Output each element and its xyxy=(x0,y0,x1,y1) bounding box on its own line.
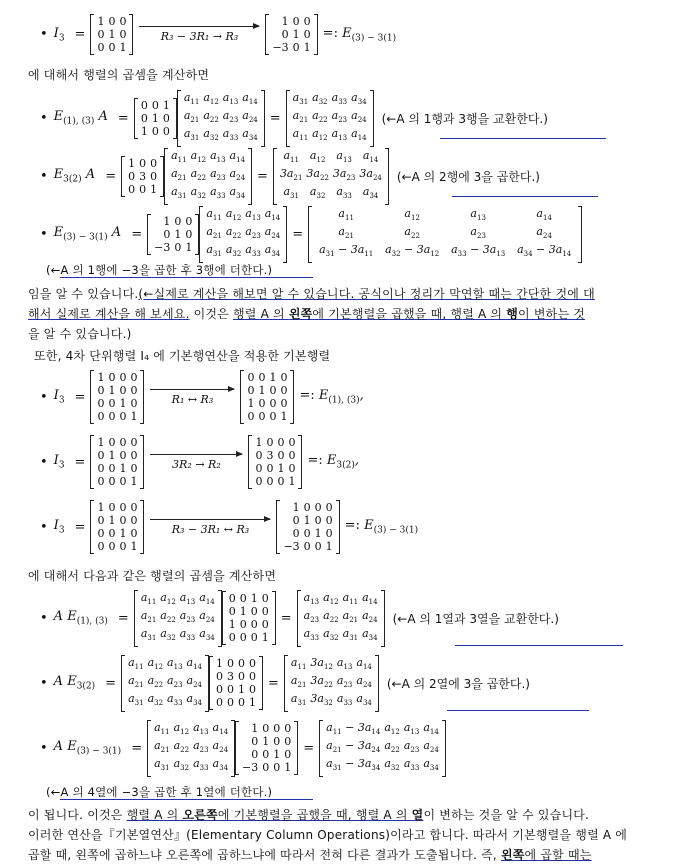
equals-sign: = xyxy=(303,740,315,756)
note-swap-cols: (←A 의 1열과 3열을 교환한다.) xyxy=(392,611,559,626)
note-swap-rows: (←A 의 1행과 3행을 교환한다.) xyxy=(381,111,548,126)
also-line: 또한, 4차 단위행렬 I₄ 에 기본행연산을 적용한 기본행렬 xyxy=(34,349,331,363)
def-E-32: =: $E_{3(2)}$, xyxy=(307,453,359,471)
equals-sign: = xyxy=(280,610,292,626)
def-E-13: =: $E_{(1), (3)}$, xyxy=(299,388,364,406)
lhs-I: $I_3$ xyxy=(53,388,65,406)
note-scale-row: (←A 의 2행에 3을 곱한다.) xyxy=(396,169,540,184)
underline xyxy=(452,196,598,197)
eq-row-9 xyxy=(40,655,530,712)
equals-sign: = xyxy=(74,389,86,405)
perm-matrix-4: 0 0 1 0 0 1 0 0 1 0 0 0 0 0 0 1 xyxy=(222,591,276,645)
identity-matrix-3: 1 0 0 0 1 0 0 0 1 xyxy=(90,14,133,55)
perm-matrix-4: 0 0 1 0 0 1 0 0 1 0 0 0 0 0 0 1 xyxy=(240,370,294,424)
eq-row-6 xyxy=(40,435,359,489)
identity-matrix-4: 1 0 0 0 0 1 0 0 0 0 1 0 0 0 0 1 xyxy=(90,500,144,554)
equals-sign: = xyxy=(268,675,279,691)
equals-sign: = xyxy=(292,226,304,242)
row-op-arrow: R₁ ↔ R₃ xyxy=(150,389,234,406)
eq-row-5 xyxy=(40,370,364,424)
scale-matrix-4: 1 0 0 0 0 3 0 0 0 0 1 0 0 0 0 1 xyxy=(209,656,263,710)
row-op-arrow: R₃ − 3R₁ ↔ R₃ xyxy=(150,519,270,536)
intro-row-product: 에 대해서 행렬의 곱셈을 계산하면 xyxy=(28,68,210,82)
equals-sign: = xyxy=(105,675,117,691)
bullet: • xyxy=(40,675,48,691)
result-matrix: $a_{11}$ $a_{12}$ $a_{13}$ $a_{14}$ $3a_{21}$ $3a_{22}$ $3a_{23}$ $3a_{24}$ $a_{31}$ $a_{32}$ $a_{33}$ $a_{34}$ xyxy=(273,148,389,205)
para2-line2: 이러한 연산을『기본열연산』(Elementary Column Operations)이라고 합니다. 따라서 기본행렬을 행렬 A 에 xyxy=(28,828,628,842)
intro-col-product: 에 대해서 다음과 같은 행렬의 곱셈을 계산하면 xyxy=(28,569,277,583)
lhs-E13A: $E_{(1), (3)}$ A xyxy=(53,109,108,128)
bullet: • xyxy=(40,168,48,184)
eq-row-10 xyxy=(40,720,446,777)
bullet: • xyxy=(40,740,48,756)
lhs-I: $I_3$ xyxy=(53,453,65,471)
lhs-I: $I_3$ xyxy=(53,518,65,536)
row-op-arrow: R₃ − 3R₁ → R₃ xyxy=(139,26,259,43)
matrix-A: $a_{11}$ $a_{12}$ $a_{13}$ $a_{14}$ $a_{21}$ $a_{22}$ $a_{23}$ $a_{24}$ $a_{31}$ $a_{32}$ $a_{33}$ $a_{34}$ xyxy=(199,206,287,263)
equals-sign: = xyxy=(131,226,143,242)
underline xyxy=(455,645,623,646)
equals-sign: = xyxy=(131,740,143,756)
result-matrix: $a_{11}$ $a_{12}$ $a_{13}$ $a_{14}$ $a_{21}$ $a_{22}$ $a_{23}$ $a_{24}$ $a_{31} - 3a_{11}$ $a_{32} - 3a_{12}$ $a_{33} - 3a_{13}$ $a_{34} - 3a_{14}$ xyxy=(308,206,582,263)
def-E-31: =: $E_{(3) - 3(1)}$ xyxy=(322,25,397,44)
matrix-A: $a_{11}$ $a_{12}$ $a_{13}$ $a_{14}$ $a_{21}$ $a_{22}$ $a_{23}$ $a_{24}$ $a_{31}$ $a_{32}$ $a_{33}$ $a_{34}$ xyxy=(121,655,209,712)
scale-matrix: 1 0 0 0 3 0 0 0 1 xyxy=(121,156,164,197)
equals-sign: = xyxy=(269,110,281,126)
underline xyxy=(447,710,589,711)
lhs-AE13: A $E_{(1), (3)}$ xyxy=(53,609,108,628)
result-matrix: $a_{11} - 3a_{14}$ $a_{12}$ $a_{13}$ $a_{14}$ $a_{21} - 3a_{24}$ $a_{22}$ $a_{23}$ $a_{24}$ $a_{31} - 3a_{34}$ $a_{32}$ $a_{33}$ $a_{34}$ xyxy=(319,720,446,777)
identity-matrix-4: 1 0 0 0 0 1 0 0 0 0 1 0 0 0 0 1 xyxy=(90,435,144,489)
equals-sign: = xyxy=(74,519,86,535)
lhs-E31A: $E_{(3) - 3(1)}$ A xyxy=(53,225,122,244)
bullet: • xyxy=(40,610,48,626)
lhs-E32A: $E_{3(2)}$ A xyxy=(53,167,96,186)
row-op-arrow: 3R₂ → R₂ xyxy=(150,454,242,471)
eq-row-7 xyxy=(40,500,418,554)
eq-row-8 xyxy=(40,590,559,647)
para1-line3: 을 알 수 있습니다.) xyxy=(28,327,132,341)
equals-sign: = xyxy=(105,168,117,184)
equals-sign: = xyxy=(117,110,129,126)
result-matrix: $a_{31}$ $a_{32}$ $a_{33}$ $a_{34}$ $a_{21}$ $a_{22}$ $a_{23}$ $a_{24}$ $a_{11}$ $a_{12}$ $a_{13}$ $a_{14}$ xyxy=(286,90,374,147)
add-matrix: 1 0 0 0 1 0 −3 0 1 xyxy=(147,214,199,255)
bullet: • xyxy=(40,27,48,42)
note-add-col: (←A 의 4열에 −3을 곱한 후 1열에 더한다.) xyxy=(46,785,273,799)
lhs-AE31: A $E_{(3) - 3(1)}$ xyxy=(53,739,122,758)
equals-sign: = xyxy=(117,610,129,626)
bullet: • xyxy=(40,110,48,126)
para2-line3: 곱할 때, 왼쪽에 곱하느냐 오른쪽에 곱하느냐에 따라서 전혀 다른 결과가 도출됩니다. 즉, 왼쪽에 곱할 때는 xyxy=(28,848,592,862)
underline xyxy=(60,277,313,278)
def-E-31-4: =: $E_{(3) - 3(1)}$ xyxy=(344,518,419,536)
matrix-A: $a_{11}$ $a_{12}$ $a_{13}$ $a_{14}$ $a_{21}$ $a_{22}$ $a_{23}$ $a_{24}$ $a_{31}$ $a_{32}$ $a_{33}$ $a_{34}$ xyxy=(164,148,252,205)
equals-sign: = xyxy=(74,27,86,42)
underline xyxy=(440,138,606,139)
matrix-A: $a_{11}$ $a_{12}$ $a_{13}$ $a_{14}$ $a_{21}$ $a_{22}$ $a_{23}$ $a_{24}$ $a_{31}$ $a_{32}$ $a_{33}$ $a_{34}$ xyxy=(134,590,222,647)
para2-line1: 이 됩니다. 이것은 행렬 A 의 오른쪽에 기본행렬을 곱했을 때, 행렬 A 의 열이 변하는 것을 알 수 있습니다. xyxy=(28,808,590,822)
equals-sign: = xyxy=(74,454,86,470)
equals-sign: = xyxy=(257,168,268,184)
note-scale-col: (←A 의 2열에 3을 곱한다.) xyxy=(386,676,530,691)
add-matrix-4: 1 0 0 0 0 1 0 0 0 0 1 0 −3 0 0 1 xyxy=(276,500,339,554)
para1-line1: 임을 알 수 있습니다.(←실제로 계산을 해보면 알 수 있습니다. 공식이나 정리가 막연할 때는 간단한 것에 대 xyxy=(28,287,595,301)
lhs-AE32: A $E_{3(2)}$ xyxy=(53,674,96,693)
matrix-A: $a_{11}$ $a_{12}$ $a_{13}$ $a_{14}$ $a_{21}$ $a_{22}$ $a_{23}$ $a_{24}$ $a_{31}$ $a_{32}$ $a_{33}$ $a_{34}$ xyxy=(147,720,235,777)
bullet: • xyxy=(40,226,48,242)
bullet: • xyxy=(40,389,48,405)
eq-row-1 xyxy=(40,14,396,55)
bullet: • xyxy=(40,519,48,535)
eq-row-4 xyxy=(40,206,582,263)
para1-line2: 해서 실제로 계산을 해 보세요. 이것은 행렬 A 의 왼쪽에 기본행렬을 곱했을 때, 행렬 A 의 행이 변하는 것 xyxy=(28,307,586,321)
identity-matrix-4: 1 0 0 0 0 1 0 0 0 0 1 0 0 0 0 1 xyxy=(90,370,144,424)
add-matrix-4: 1 0 0 0 0 1 0 0 0 0 1 0 −3 0 0 1 xyxy=(235,721,298,775)
perm-matrix-13: 0 0 1 0 1 0 1 0 0 xyxy=(134,98,177,139)
lhs-I3: $I_3$ xyxy=(53,25,65,44)
bullet: • xyxy=(40,454,48,470)
result-matrix: $a_{11}$ $3a_{12}$ $a_{13}$ $a_{14}$ $a_{21}$ $3a_{22}$ $a_{23}$ $a_{24}$ $a_{31}$ $3a_{32}$ $a_{33}$ $a_{34}$ xyxy=(284,655,379,712)
elementary-matrix: 1 0 0 0 1 0 −3 0 1 xyxy=(265,14,317,55)
matrix-A: $a_{11}$ $a_{12}$ $a_{13}$ $a_{14}$ $a_{21}$ $a_{22}$ $a_{23}$ $a_{24}$ $a_{31}$ $a_{32}$ $a_{33}$ $a_{34}$ xyxy=(177,90,265,147)
scale-matrix-4: 1 0 0 0 0 3 0 0 0 0 1 0 0 0 0 1 xyxy=(248,435,302,489)
underline xyxy=(60,799,313,800)
result-matrix: $a_{13}$ $a_{12}$ $a_{11}$ $a_{14}$ $a_{23}$ $a_{22}$ $a_{21}$ $a_{24}$ $a_{33}$ $a_{32}$ $a_{31}$ $a_{34}$ xyxy=(297,590,385,647)
note-add-row: (←A 의 1행에 −3을 곱한 후 3행에 더한다.) xyxy=(46,263,273,277)
